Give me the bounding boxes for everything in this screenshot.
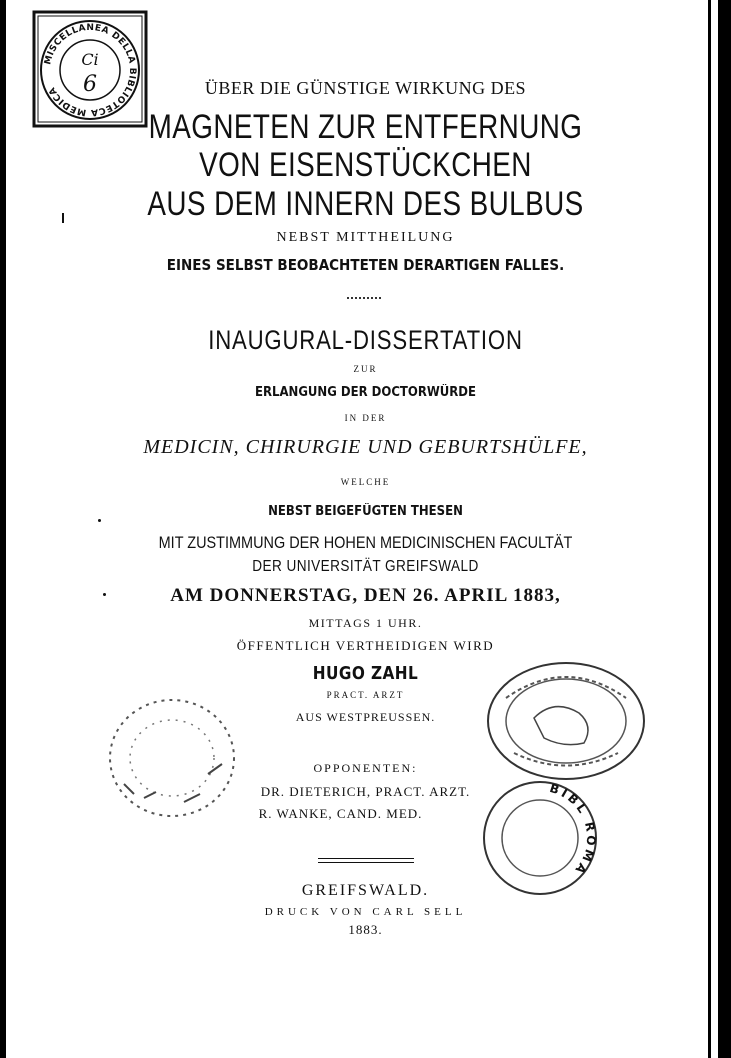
dissertation-faculties: MEDICIN, CHIRURGIE UND GEBURTSHÜLFE,	[143, 436, 588, 458]
title-line-1: ÜBER DIE GÜNSTIGE WIRKUNG DES	[204, 78, 527, 98]
dissertation-defend: ÖFFENTLICH VERTHEIDIGEN WIRD	[236, 638, 495, 653]
dissertation-theses: NEBST BEIGEFÜGTEN THESEN	[268, 504, 463, 519]
imprint-city: GREIFSWALD.	[301, 882, 430, 899]
dissertation-zur: ZUR	[353, 364, 378, 374]
stamp-mark-2: 6	[83, 72, 97, 97]
scan-speck-3	[62, 213, 64, 223]
scan-speck-1	[98, 519, 101, 522]
opponents-heading: OPPONENTEN:	[313, 761, 418, 775]
stamp-ring-text: MISCELLANEA DELLA BIBLIOTECA MEDICA	[43, 22, 138, 118]
ornament-divider	[347, 297, 381, 299]
dissertation-in-der: IN DER	[344, 413, 387, 423]
title-line-4: AUS DEM INNERN DES BULBUS	[147, 185, 584, 223]
author-name: HUGO ZAHL	[312, 663, 419, 684]
dissertation-university: DER UNIVERSITÄT GREIFSWALD	[252, 558, 479, 575]
dissertation-purpose: ERLANGUNG DER DOCTORWÜRDE	[255, 385, 476, 400]
author-title: PRACT. ARZT	[326, 690, 405, 700]
title-line-6: EINES SELBST BEOBACHTETEN DERARTIGEN FALLES.	[166, 256, 565, 274]
divider-rule-2	[318, 862, 414, 863]
oval-stamp-right	[484, 658, 648, 784]
faint-stamp-left	[104, 694, 240, 822]
dissertation-welche: WELCHE	[340, 477, 391, 487]
dissertation-date: AM DONNERSTAG, DEN 26. APRIL 1883,	[170, 585, 561, 606]
imprint-year: 1883.	[348, 922, 383, 937]
author-origin: AUS WESTPREUSSEN.	[295, 710, 436, 724]
dissertation-time: MITTAGS 1 UHR.	[308, 616, 423, 630]
title-line-2: MAGNETEN ZUR ENTFERNUNG	[148, 108, 583, 146]
dissertation-approval: MIT ZUSTIMMUNG DER HOHEN MEDICINISCHEN FACULTÄT	[158, 533, 573, 552]
dissertation-heading: INAUGURAL-DISSERTATION	[208, 325, 523, 355]
title-line-5: NEBST MITTHEILUNG	[276, 230, 455, 245]
stamp-bottom-right-text: BIBL ROMA	[547, 780, 599, 879]
opponent-2: R. WANKE, CAND. MED.	[258, 806, 423, 821]
title-line-3: VON EISENSTÜCKCHEN	[199, 146, 532, 184]
library-stamp-bottom-right	[480, 776, 600, 900]
imprint-printer: DRUCK VON CARL SELL	[264, 906, 467, 918]
scan-speck-2	[103, 593, 106, 596]
opponent-1: DR. DIETERICH, PRACT. ARZT.	[260, 784, 471, 799]
divider-rule-1	[318, 858, 414, 859]
stamp-mark-1: Ci	[81, 50, 99, 69]
